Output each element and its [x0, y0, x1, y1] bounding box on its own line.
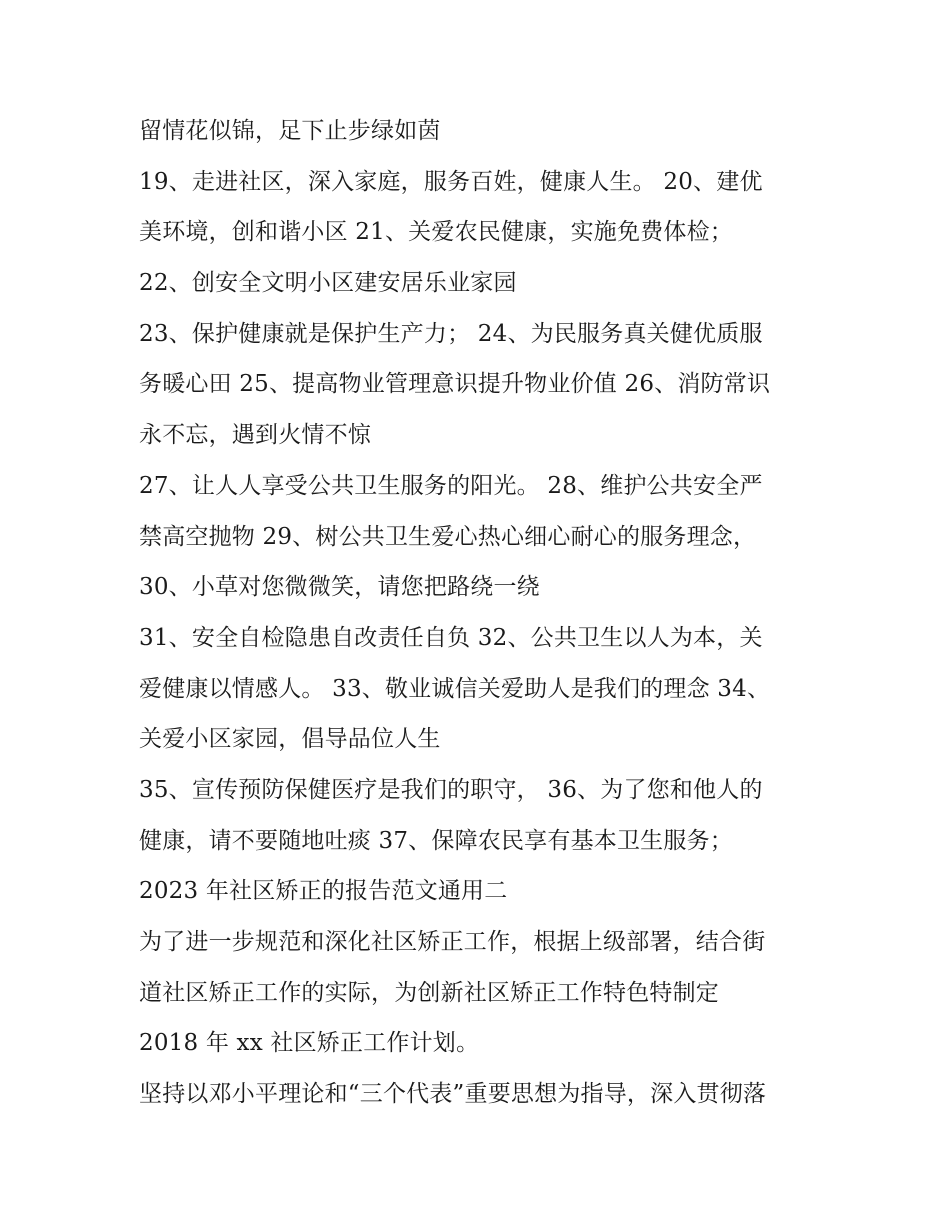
section-heading: 2023 年社区矫正的报告范文通用二 — [139, 878, 508, 905]
text-line: 19、走进社区，深入家庭，服务百姓，健康人生。 20、建优 — [139, 168, 763, 195]
text-line: 坚持以邓小平理论和“三个代表”重要思想为指导，深入贯彻落 — [139, 1081, 767, 1108]
text-line: 为了进一步规范和深化社区矫正工作，根据上级部署，结合街 — [139, 929, 766, 955]
text-line: 23、保护健康就是保护生产力； 24、为民服务真关健优质服 — [139, 320, 763, 347]
text-line: 健康，请不要随地吐痰 37、保障农民享有基本卫生服务； — [139, 827, 733, 854]
text-line: 道社区矫正工作的实际，为创新社区矫正工作特色特制定 — [139, 979, 719, 1006]
text-line: 留情花似锦，足下止步绿如茵 — [139, 118, 441, 144]
text-line: 务暖心田 25、提高物业管理意识提升物业价值 26、消防常识 — [139, 371, 771, 398]
text-line: 关爱小区家园，倡导品位人生 — [139, 726, 441, 753]
text-line: 禁高空抛物 29、树公共卫生爱心热心细心耐心的服务理念， — [139, 523, 757, 550]
text-line: 31、安全自检隐患自改责任自负 32、公共卫生以人为本，关 — [139, 624, 763, 651]
text-line: 30、小草对您微微笑，请您把路绕一绕 — [139, 574, 540, 601]
text-line: 22、创安全文明小区建安居乐业家园 — [139, 270, 517, 297]
text-line: 爱健康以情感人。 33、敬业诚信关爱助人是我们的理念 34、 — [139, 675, 771, 702]
text-line: 2018 年 xx 社区矫正工作计划。 — [139, 1030, 480, 1057]
text-line: 27、让人人享受公共卫生服务的阳光。 28、维护公共安全严 — [139, 472, 763, 499]
text-line: 35、宣传预防保健医疗是我们的职守， 36、为了您和他人的 — [139, 776, 763, 803]
document-body — [139, 106, 829, 1120]
text-line: 美环境，创和谐小区 21、关爱农民健康，实施免费体检； — [139, 219, 733, 246]
text-line: 永不忘，遇到火情不惊 — [139, 422, 371, 449]
